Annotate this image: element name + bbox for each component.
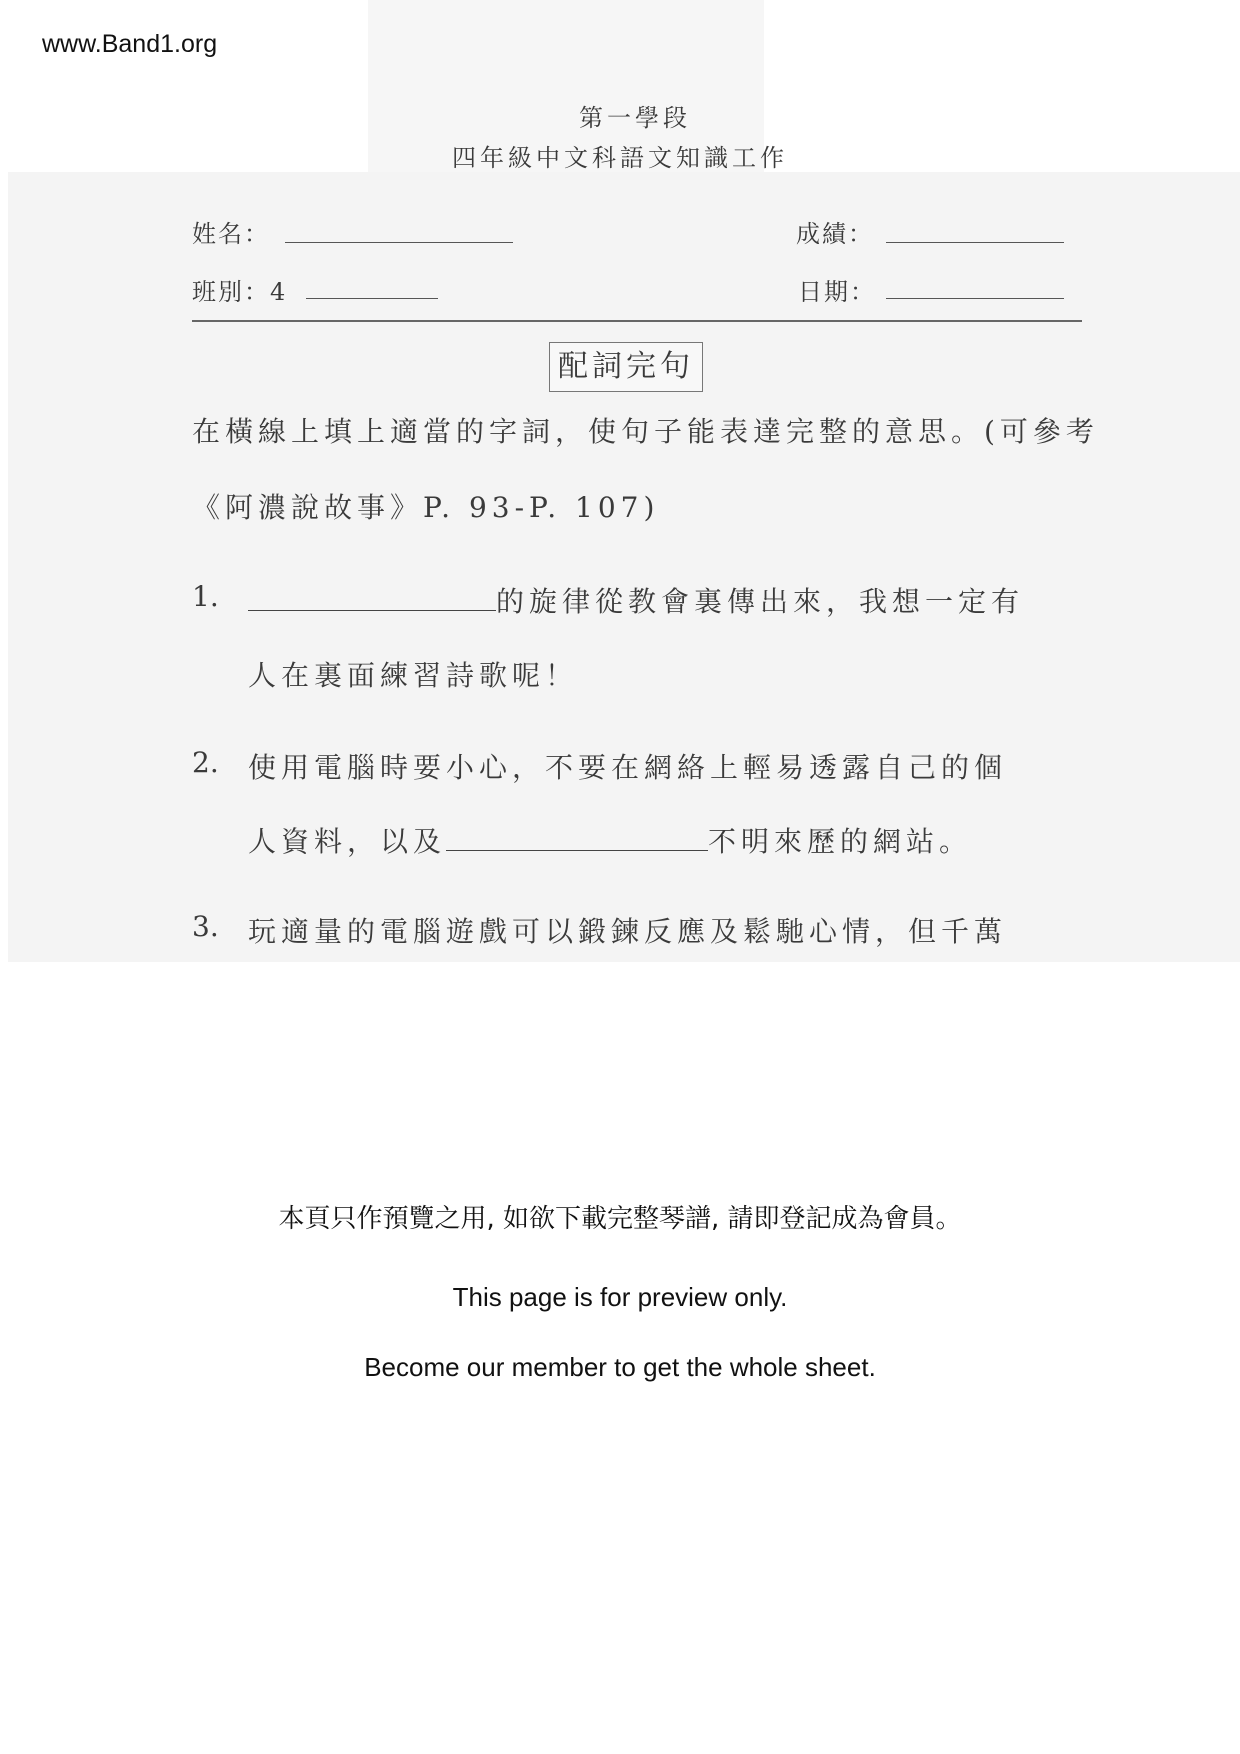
question-2-answer-blank — [446, 826, 708, 851]
question-2-line-2 — [248, 820, 972, 860]
class-blank — [306, 298, 438, 299]
date-label: 日期： — [798, 278, 876, 306]
instruction-line-1: 在橫線上填上適當的字詞，使句子能表達完整的意思。(可參考 — [192, 415, 1099, 448]
score-blank — [886, 242, 1064, 243]
header-divider — [192, 320, 1082, 322]
preview-notice-zh: 本頁只作預覽之用, 如欲下載完整琴譜, 請即登記成為會員。 — [278, 1204, 962, 1234]
question-2-line-1: 使用電腦時要小心，不要在網絡上輕易透露自己的個 — [248, 751, 1008, 784]
question-1-number: 1. — [192, 580, 219, 613]
worksheet-term: 第一學段 — [579, 104, 691, 132]
question-1-text: 的旋律從教會裏傳出來，我想一定有 — [496, 585, 1025, 618]
question-3-line-1: 玩適量的電腦遊戲可以鍛鍊反應及鬆馳心情，但千萬 — [248, 915, 1008, 948]
question-2-text-after: 不明來歷的網站。 — [708, 825, 973, 858]
instruction-line-2: 《阿濃說故事》P. 93-P. 107) — [192, 491, 660, 524]
class-label: 班別：4 — [192, 278, 288, 306]
site-watermark: www.Band1.org — [42, 30, 218, 58]
worksheet-title: 四年級中文科語文知識工作 — [452, 144, 788, 172]
question-1-answer-blank — [248, 586, 496, 611]
name-label: 姓名： — [192, 220, 270, 248]
question-1-line-1 — [248, 580, 1024, 620]
score-label: 成績： — [796, 220, 874, 248]
question-2-text-before: 人資料，以及 — [248, 825, 447, 858]
preview-notice-en-1: This page is for preview only. — [452, 1282, 788, 1312]
preview-notice-en-2: Become our member to get the whole sheet. — [364, 1352, 876, 1382]
question-3-number: 3. — [192, 910, 219, 943]
question-1-line-2: 人在裏面練習詩歌呢！ — [248, 659, 579, 692]
date-blank — [886, 298, 1064, 299]
name-blank — [285, 242, 513, 243]
question-2-number: 2. — [192, 746, 219, 779]
section-title: 配詞完句 — [549, 342, 703, 392]
